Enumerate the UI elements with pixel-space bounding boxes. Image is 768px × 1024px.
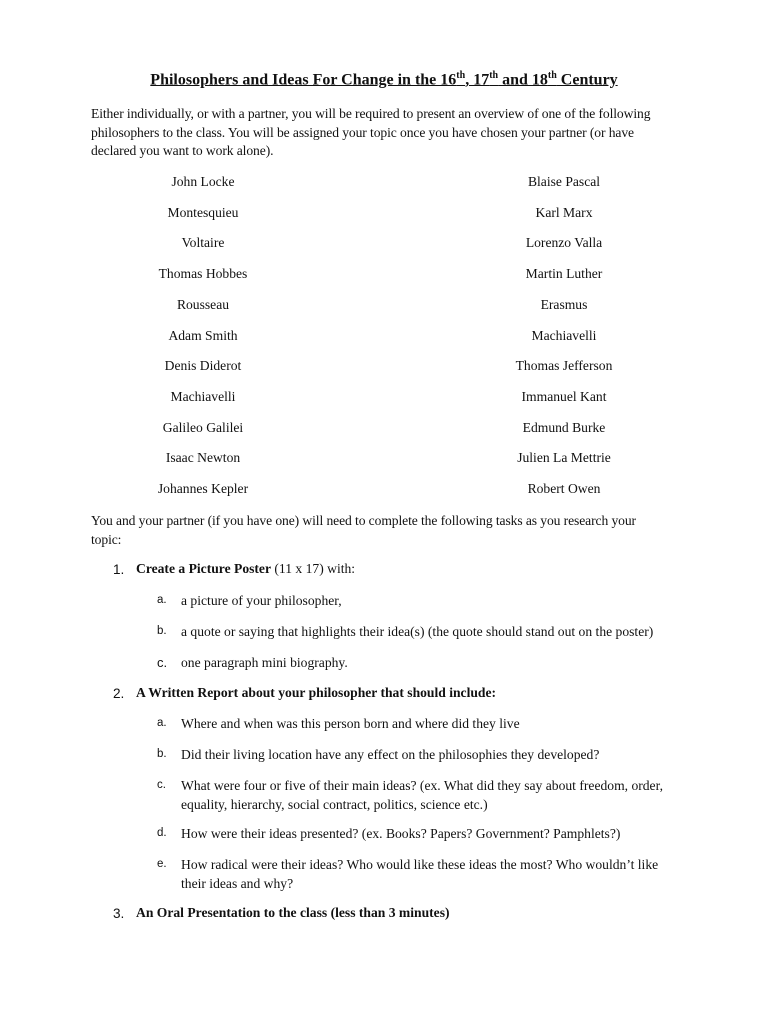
intro-line: declared you want to work alone). bbox=[91, 143, 274, 158]
philosopher-name: John Locke bbox=[171, 174, 235, 189]
philosopher-name: Johannes Kepler bbox=[157, 481, 249, 496]
task-item-line: their ideas and why? bbox=[181, 875, 294, 891]
philosopher-name: Adam Smith bbox=[168, 328, 238, 343]
philosopher-name: Isaac Newton bbox=[165, 450, 241, 465]
task-item: Did their living location have any effect on the philosophies they developed? bbox=[181, 747, 600, 762]
intro-line: Either individually, or with a partner, you will be required to present an overview of one of the following bbox=[91, 106, 651, 121]
philosopher-name: Martin Luther bbox=[525, 266, 603, 281]
task-item: one paragraph mini biography. bbox=[181, 655, 348, 670]
item-letter: a. bbox=[157, 594, 167, 606]
task-item bbox=[181, 856, 691, 893]
task-number: 3. bbox=[113, 906, 125, 921]
philosopher-name: Thomas Hobbes bbox=[158, 266, 248, 281]
philosopher-name: Galileo Galilei bbox=[162, 420, 244, 435]
task-item: a quote or saying that highlights their idea(s) (the quote should stand out on the poster) bbox=[181, 624, 654, 639]
task-heading: A Written Report about your philosopher that should include: bbox=[136, 685, 497, 700]
task-item-line: How radical were their ideas? Who would like these ideas the most? Who wouldn’t like bbox=[181, 857, 659, 872]
task-item: How were their ideas presented? (ex. Books? Papers? Government? Pamphlets?) bbox=[181, 826, 621, 841]
tasks-intro-line: topic: bbox=[91, 531, 122, 547]
tasks-intro-paragraph bbox=[91, 512, 691, 549]
philosopher-name: Julien La Mettrie bbox=[517, 450, 611, 465]
intro-paragraph bbox=[91, 105, 691, 161]
intro-line: philosophers to the class. You will be assigned your topic once you have chosen your partner (or have bbox=[91, 124, 634, 140]
philosopher-name: Edmund Burke bbox=[522, 420, 606, 435]
philosopher-name: Machiavelli bbox=[170, 389, 236, 404]
philosopher-name: Lorenzo Valla bbox=[525, 235, 603, 250]
philosopher-name: Immanuel Kant bbox=[521, 389, 607, 404]
item-letter: d. bbox=[157, 827, 167, 839]
task-number: 1. bbox=[113, 562, 125, 577]
philosopher-name: Machiavelli bbox=[531, 328, 597, 343]
philosopher-name: Thomas Jefferson bbox=[515, 358, 613, 373]
task-item-line: equality, hierarchy, social contract, politics, science etc.) bbox=[181, 796, 488, 812]
tasks-intro-line: You and your partner (if you have one) will need to complete the following tasks as you research your bbox=[91, 513, 636, 528]
task-heading: An Oral Presentation to the class (less than 3 minutes) bbox=[136, 905, 450, 920]
item-letter: b. bbox=[157, 748, 167, 760]
task-item bbox=[181, 777, 691, 814]
item-letter: b. bbox=[157, 625, 167, 637]
philosopher-name: Denis Diderot bbox=[164, 358, 242, 373]
task-number: 2. bbox=[113, 686, 125, 701]
item-letter: e. bbox=[157, 858, 167, 870]
philosopher-name: Erasmus bbox=[540, 297, 588, 312]
philosopher-name: Rousseau bbox=[176, 297, 230, 312]
philosopher-name: Karl Marx bbox=[535, 205, 593, 220]
item-letter: c. bbox=[157, 779, 166, 791]
task-heading: Create a Picture Poster (11 x 17) with: bbox=[136, 561, 356, 576]
item-letter: a. bbox=[157, 717, 167, 729]
philosopher-name: Robert Owen bbox=[527, 481, 601, 496]
philosopher-name: Voltaire bbox=[181, 235, 225, 250]
philosopher-name: Blaise Pascal bbox=[527, 174, 601, 189]
item-letter: c. bbox=[157, 655, 168, 670]
philosopher-name: Montesquieu bbox=[167, 205, 239, 220]
task-item: a picture of your philosopher, bbox=[181, 593, 342, 608]
page-title: Philosophers and Ideas For Change in the 16th, 17th and 18th Century bbox=[150, 70, 618, 89]
task-item-line: What were four or five of their main ideas? (ex. What did they say about freedom, order, bbox=[181, 778, 663, 793]
task-item: Where and when was this person born and where did they live bbox=[181, 716, 520, 731]
